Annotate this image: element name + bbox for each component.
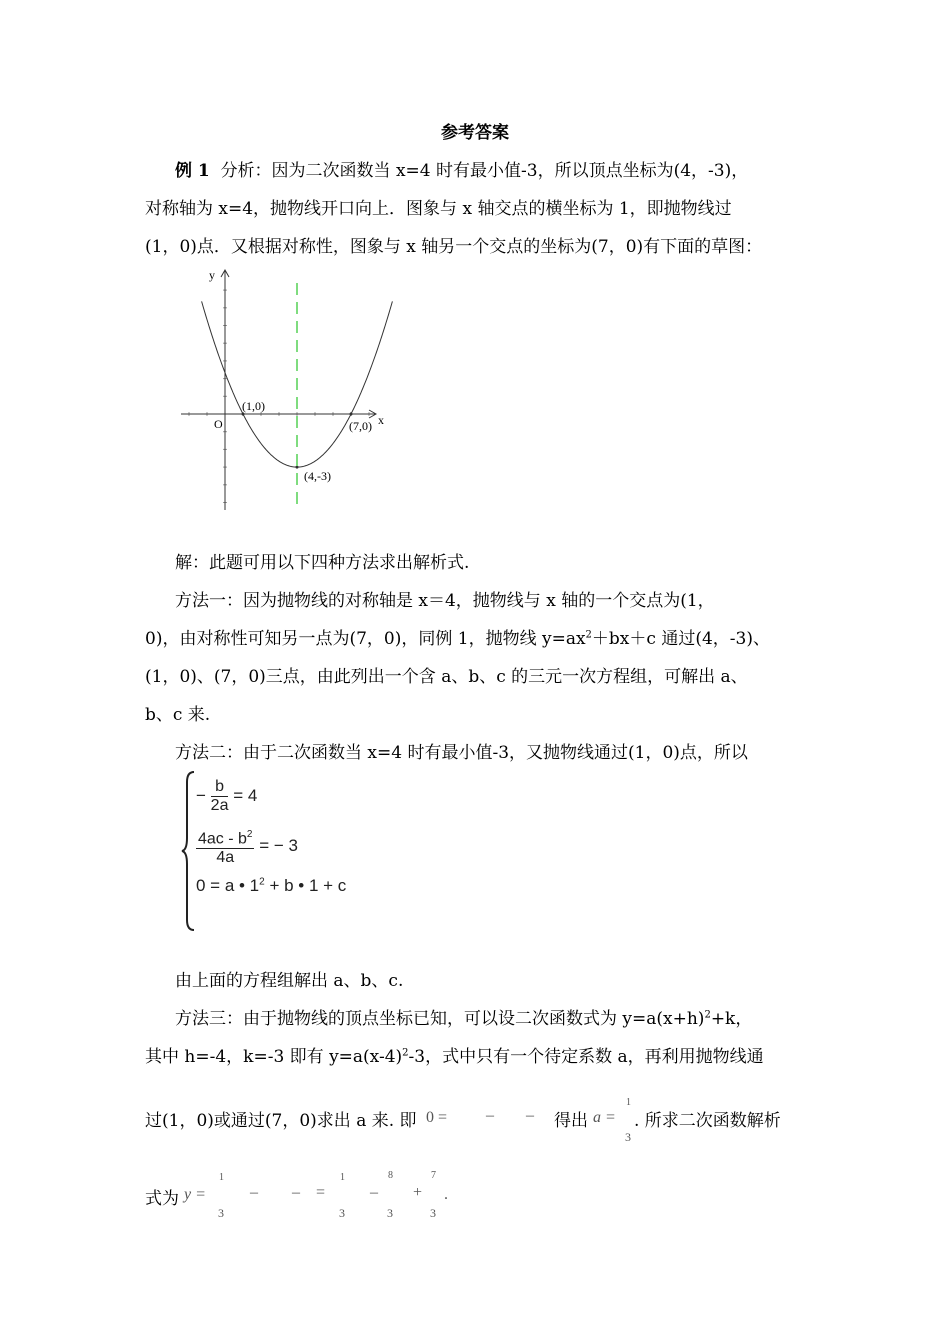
a-equals: a = [593,1109,616,1126]
minus-sign: – [526,1107,534,1124]
text: 0 = a • 1 [196,876,260,895]
method3-line-3b: . 所求二次函数解析 [634,1111,781,1131]
text: 0)，由对称性可知另一点为(7，0)，同例 1，抛物线 y=ax [145,629,586,649]
equation-1 [196,778,257,815]
minus-sign: – [250,1184,258,1201]
x-axis-label: x [378,413,384,427]
rhs: = 4 [233,785,258,805]
method3-line-1 [175,1004,752,1029]
get-text: 得出 [554,1111,588,1131]
numerator: 1 [626,1097,631,1108]
numerator: b [211,778,229,797]
method2-after: 由上面的方程组解出 a、b、c. [175,971,404,991]
equation-3 [196,876,346,896]
text: 其中 h=-4，k=-3 即有 y=a(x-4) [145,1047,403,1067]
example-label: 例 1 [175,161,210,181]
superscript: 2 [402,1047,409,1059]
denominator: 3 [339,1206,345,1220]
denominator: 3 [218,1206,224,1220]
numerator: 7 [431,1170,436,1181]
example-line-2: 对称轴为 x=4，抛物线开口向上．图象与 x 轴交点的横坐标为 1，即抛物线过 [145,199,732,219]
text: ＋bx＋c 通过(4，-3)、 [591,629,770,649]
vertex-label: (4,-3) [304,469,331,483]
fraction [196,826,254,867]
minus-sign: – [292,1184,300,1201]
text: 方法三：由于抛物线的顶点坐标已知，可以设二次函数式为 y=a(x+h) [175,1009,705,1029]
text: 4ac - b [198,830,247,848]
method3-line-4: 式为 [145,1189,179,1209]
numerator [196,826,254,849]
denominator: 3 [430,1206,436,1220]
minus-sign: – [486,1107,494,1124]
numerator: 1 [340,1172,345,1183]
origin-label: O [214,417,223,431]
method3-line-2 [145,1042,764,1067]
superscript: 2 [585,629,592,641]
method1-line-4: b、c 来. [145,705,211,725]
numerator: 1 [219,1172,224,1183]
equals-sign: = [316,1184,326,1201]
minus: − [196,785,206,805]
denominator: 3 [387,1206,393,1220]
superscript: 2 [704,1009,711,1021]
point-label-7-0: (7,0) [349,419,372,433]
page-title: 参考答案 [441,123,509,143]
numerator: 8 [388,1170,393,1181]
denominator: 3 [625,1130,631,1144]
point-label-1-0: (1,0) [242,399,265,413]
text: -3，式中只有一个待定系数 a，再利用抛物线通 [408,1047,764,1067]
text: + b • 1 + c [269,876,347,895]
method1-line-3: (1，0)、(7，0)三点，由此列出一个含 a、b、c 的三元一次方程组，可解出 a、 [145,667,748,687]
y-axis-label: y [209,268,215,282]
period: . [444,1186,448,1203]
example-line-3: (1，0)点．又根据对称性，图象与 x 轴另一个交点的坐标为(7，0)有下面的草图： [145,237,763,257]
method1-line-2 [145,624,770,649]
superscript: 2 [246,829,253,840]
equation-2 [196,826,298,867]
denominator: 2a [210,797,229,814]
fraction [211,778,229,815]
rhs: = − 3 [259,836,298,856]
y-equals: y = [184,1186,206,1203]
denominator: 4a [216,849,235,867]
eq-zero: 0 = [426,1109,448,1126]
solution-intro: 解：此题可用以下四种方法求出解析式. [175,553,470,573]
text: 分析：因为二次函数当 x=4 时有最小值-3，所以顶点坐标为(4，-3)， [220,161,749,181]
axis-ticks [189,290,369,502]
superscript: 2 [259,876,265,888]
method1-line-1: 方法一：因为抛物线的对称轴是 x＝4，抛物线与 x 轴的一个交点为(1， [175,591,715,611]
minus-sign: – [370,1184,378,1201]
plus-sign: + [413,1184,423,1201]
text: +k， [710,1009,753,1029]
method2-line: 方法二：由于二次函数当 x=4 时有最小值-3，又抛物线通过(1，0)点，所以 [175,743,748,763]
method3-line-3: 过(1，0)或通过(7，0)求出 a 来. 即 [145,1111,417,1131]
